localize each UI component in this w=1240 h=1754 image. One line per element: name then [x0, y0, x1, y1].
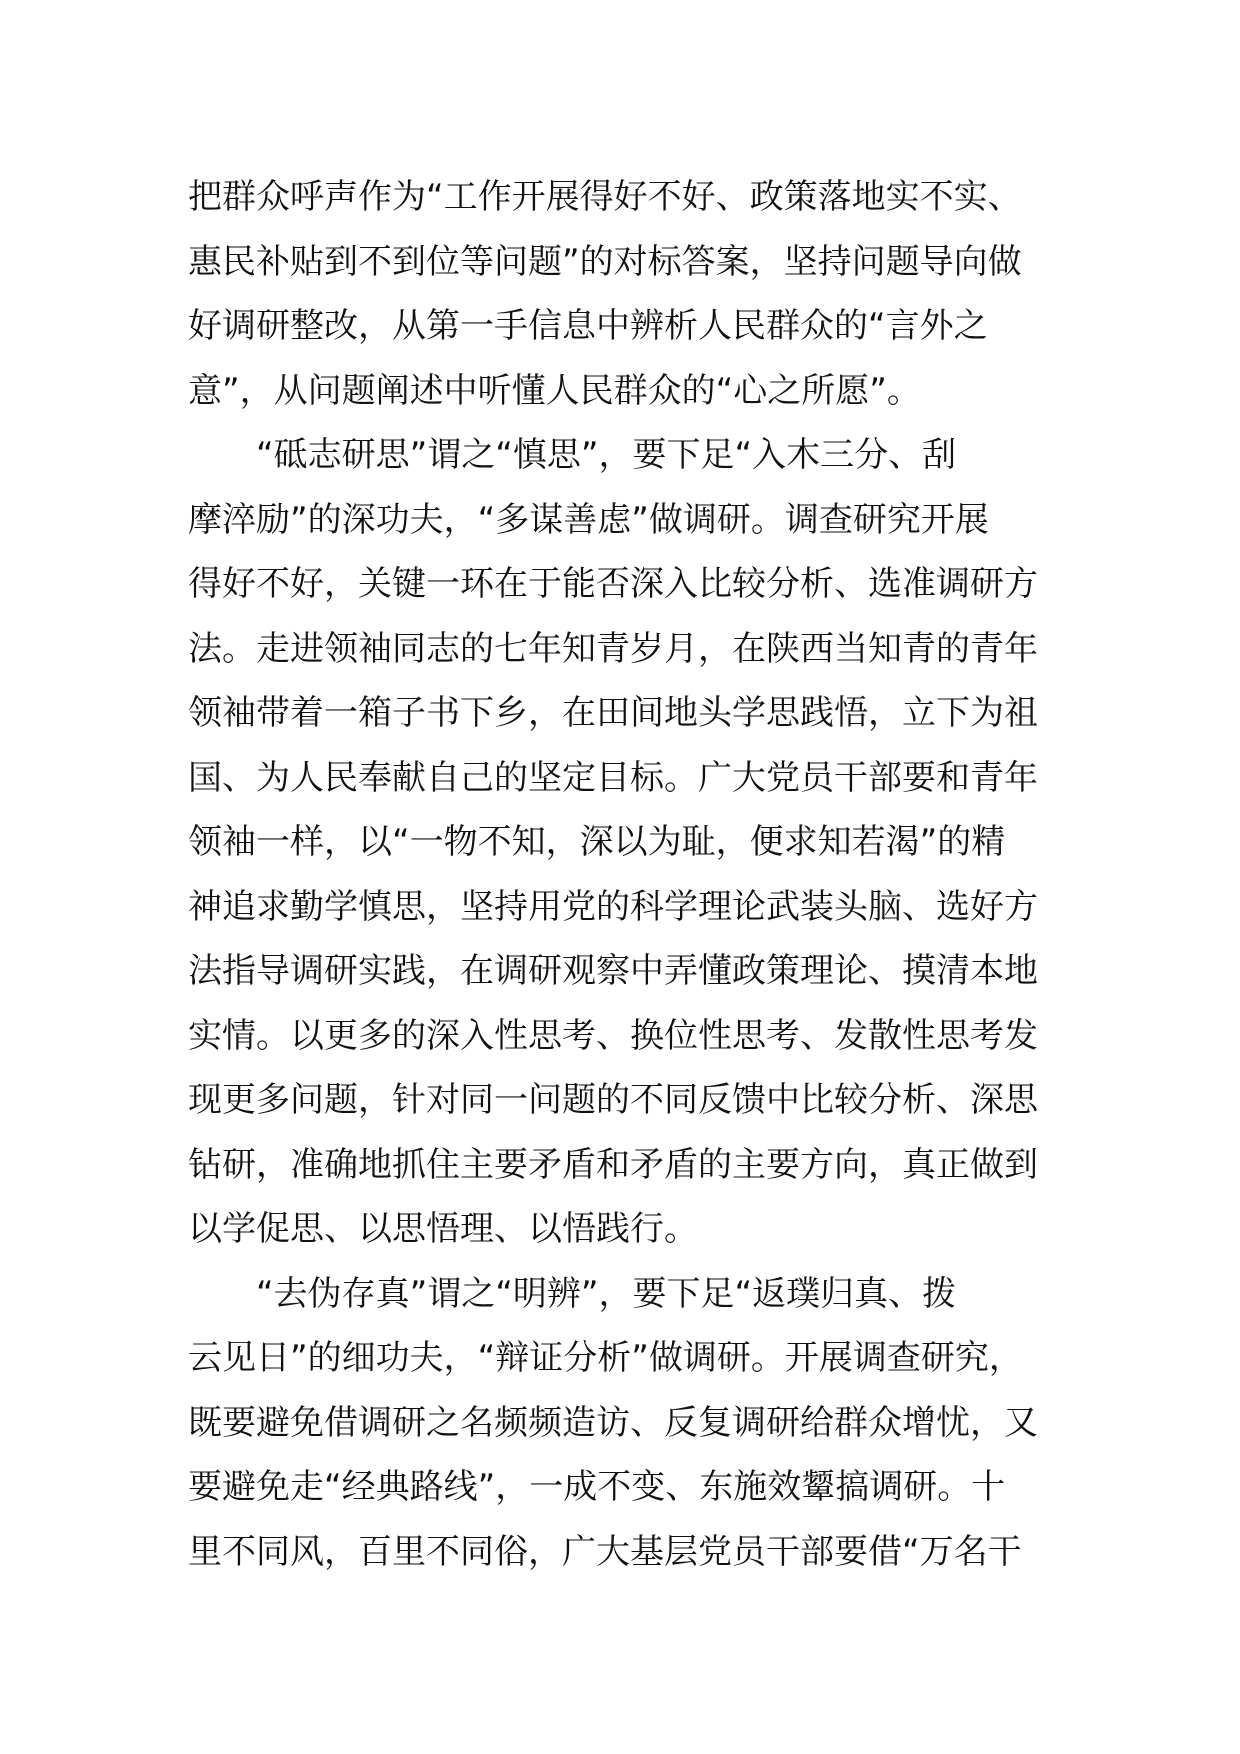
text-line: 既要避免借调研之名频频造访、反复调研给群众增忧，又: [188, 1402, 1038, 1443]
text-line: 法指导调研实践，在调研观察中弄懂政策理论、摸清本地: [188, 951, 1038, 991]
text-line: 法。走进领袖同志的七年知青岁月，在陕西当知青的青年: [188, 628, 1038, 669]
text-line: 要避免走“经典路线”，一成不变、东施效颦搞调研。十: [188, 1467, 1006, 1507]
text-line: 领袖一样，以“一物不知，深以为耻，便求知若渴”的精: [188, 822, 1006, 862]
text-line: 神追求勤学慎思，坚持用党的科学理论武装头脑、选好方: [188, 886, 1038, 927]
text-line: 云见日”的细功夫，“辩证分析”做调研。开展调查研究，: [188, 1338, 1023, 1378]
text-line: 现更多问题，针对同一问题的不同反馈中比较分析、深思: [188, 1080, 1038, 1120]
text-line: 摩淬励”的深功夫，“多谋善虑”做调研。调查研究开展: [188, 499, 989, 540]
text-line: 把群众呼声作为“工作开展得好不好、政策落地实不实、: [188, 177, 1022, 217]
text-line: 里不同风，百里不同俗，广大基层党员干部要借“万名干: [188, 1531, 1022, 1572]
text-line: 惠民补贴到不到位等问题”的对标答案，坚持问题导向做: [188, 241, 1022, 282]
text-line: 实情。以更多的深入性思考、换位性思考、发散性思考发: [188, 1015, 1038, 1056]
text-line: 以学促思、以思悟理、以悟践行。: [188, 1209, 698, 1249]
text-line: 得好不好，关键一环在于能否深入比较分析、选准调研方: [188, 564, 1038, 604]
body-text: [188, 165, 1088, 1584]
text-line: 好调研整改，从第一手信息中辨析人民群众的“言外之: [188, 306, 988, 346]
text-line: 国、为人民奉献自己的坚定目标。广大党员干部要和青年: [188, 757, 1038, 798]
text-line: 领袖带着一箱子书下乡，在田间地头学思践悟，立下为祖: [188, 693, 1038, 733]
text-line: 意”，从问题阐述中听懂人民群众的“心之所愿”。: [188, 370, 921, 411]
paragraph-first-line: “砥志研思”谓之“慎思”，要下足“入木三分、刮: [256, 435, 957, 475]
paragraph-first-line: “去伪存真”谓之“明辨”，要下足“返璞归真、拨: [256, 1273, 957, 1314]
text-line: 钻研，准确地抓住主要矛盾和矛盾的主要方向，真正做到: [188, 1144, 1038, 1185]
